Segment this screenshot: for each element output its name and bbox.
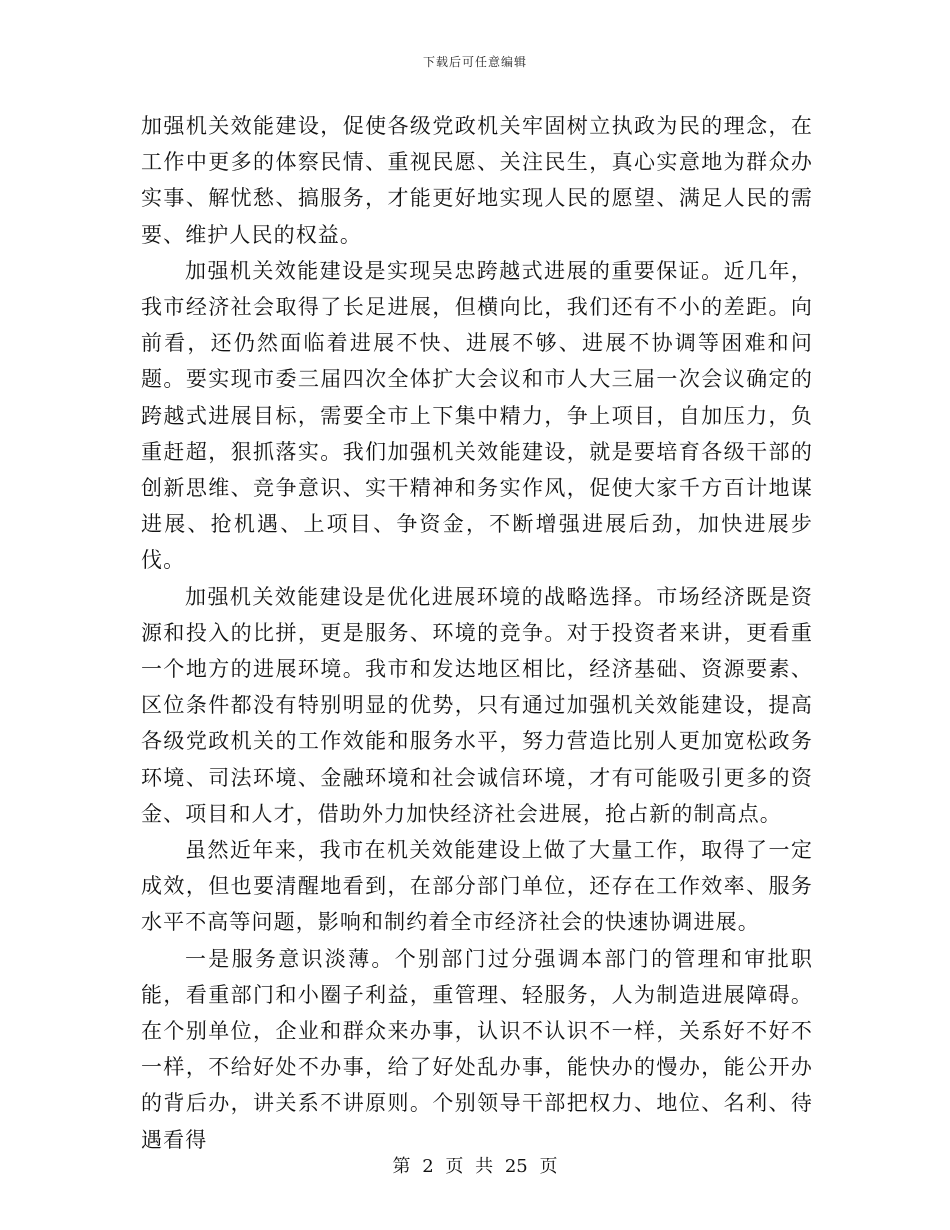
paragraph: 一是服务意识淡薄。个别部门过分强调本部门的管理和审批职能，看重部门和小圈子利益，重管理、轻服务，人为制造进展障碍。在个别单位，企业和群众来办事，认识不认识不一样，关系好不好不一样，不给好处不办事，给了好处乱办事，能快办的慢办，能公开办的背后办，讲关系不讲原则。个别领导干部把权力、地位、名利、待遇看得 [141,946,813,1152]
page-header: 下载后可任意编辑 [422,55,527,69]
paragraph: 加强机关效能建设，促使各级党政机关牢固树立执政为民的理念，在工作中更多的体察民情、重视民愿、关注民生，真心实意地为群众办实事、解忧愁、搞服务，才能更好地实现人民的愿望、满足人民的需要、维护人民的权益。 [141,114,813,247]
document-body [141,108,813,1158]
paragraph: 加强机关效能建设是实现吴忠跨越式进展的重要保证。近几年，我市经济社会取得了长足进展，但横向比，我们还有不小的差距。向前看，还仍然面临着进展不快、进展不够、进展不协调等困难和问题。要实现市委三届四次全体扩大会议和市人大三届一次会议确定的跨越式进展目标，需要全市上下集中精力，争上项目，自加压力，负重赶超，狠抓落实。我们加强机关效能建设，就是要培育各级干部的创新思维、竞争意识、实干精神和务实作风，促使大家千方百计地谋进展、抢机遇、上项目、争资金，不断增强进展后劲，加快进展步伐。 [141,258,813,573]
paragraph: 虽然近年来，我市在机关效能建设上做了大量工作，取得了一定成效，但也要清醒地看到，在部分部门单位，还存在工作效率、服务水平不高等问题，影响和制约着全市经济社会的快速协调进展。 [141,838,813,935]
page-footer: 第 2 页 共 25 页 [392,1156,558,1177]
paragraph: 加强机关效能建设是优化进展环境的战略选择。市场经济既是资源和投入的比拼，更是服务、环境的竞争。对于投资者来讲，更看重一个地方的进展环境。我市和发达地区相比，经济基础、资源要素、区位条件都没有特别明显的优势，只有通过加强机关效能建设，提高各级党政机关的工作效能和服务水平，努力营造比别人更加宽松政务环境、司法环境、金融环境和社会诚信环境，才有可能吸引更多的资金、项目和人才，借助外力加快经济社会进展，抢占新的制高点。 [141,584,813,826]
